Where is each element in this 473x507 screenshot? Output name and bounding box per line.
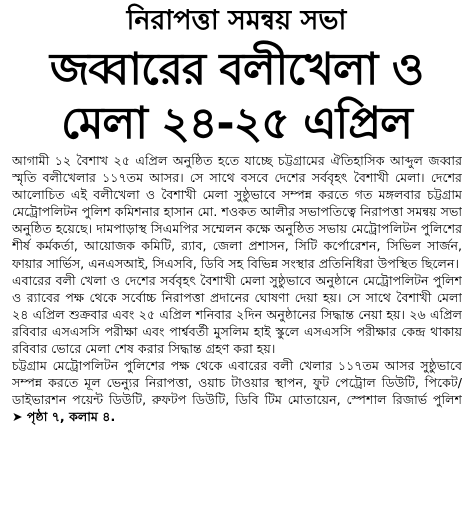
paragraph-2: এবারের বলী খেলা ও দেশের সর্ববৃহৎ বৈশাখী মেলা সুষ্ঠুভাবে অনুষ্ঠানে মেট্রোপলিটন পুলিশ ও র‍্যাবের পক্ষ থেকে সর্বোচ্চ নিরাপত্তা প্রদানের ঘোষণা দেয়া হয়। সে সাথে বৈশাখী মেলা ২৪ এপ্রিল শুক্রবার এবং ২৫ এপ্রিল শনিবার ২দিন অনুষ্ঠানের সিদ্ধান্ত নেয়া হয়। ২৬ এপ্রিল রবিবার এসএসসি পরীক্ষা এবং পার্শ্ববর্তী মুসলিম হাই স্কুলে এসএসসি পরীক্ষার কেন্দ্র থাকায় রবিবার ভোরে মেলা শেষ করার সিদ্ধান্ত গ্রহণ করা হয়। (12, 272, 462, 357)
headline-line-1: জব্বারের বলীখেলা ও (49, 44, 424, 95)
paragraph-1: আগামী ১২ বৈশাখ ২৫ এপ্রিল অনুষ্ঠিত হতে যাচ্ছে চট্টগ্রামের ঐতিহাসিক আব্দুল জব্বার স্মৃতি বলীখেলার ১১৭তম আসর। সে সাথে বসবে দেশের সর্ববৃহৎ বৈশাখী মেলা। দেশের আলোচিত এই বলীখেলা ও বৈশাখী মেলা সুষ্ঠুভাবে সম্পন্ন করতে গত মঙ্গলবার চট্টগ্রাম মেট্রোপলিটন পুলিশ কমিশনার হাসান মো. শওকত আলীর সভাপতিত্বে নিরাপত্তা সমন্বয় সভা অনুষ্ঠিত হয়েছে। দামপাড়াস্থ সিএমপির সম্মেলন কক্ষে অনুষ্ঠিত সভায় মেট্রোপলিটন পুলিশের শীর্ষ কর্মকর্তা, আয়োজক কমিটি, র‍্যাব, জেলা প্রশাসন, সিটি কর্পোরেশন, সিভিল সার্জন, ফায়ার সার্ভিস, এনএসআই, সিএসবি, ডিবি সহ বিভিন্ন সংস্থার প্রতিনিধিরা উপস্থিত ছিলেন। (12, 153, 462, 271)
continuation-note: ➤ পৃষ্ঠা ৭, কলাম ৪. (12, 409, 116, 425)
paragraph-3-text: চট্টগ্রাম মেট্রোপলিটন পুলিশের পক্ষ থেকে এবারের বলী খেলার ১১৭তম আসর সুষ্ঠুভাবে সম্পন্ন করতে মূল ভেন্যুর নিরাপত্তা, ওয়াচ টাওয়ার স্থাপন, ফুট পেট্রোল ডিউটি, পিকেট/ডাইভারশন পয়েন্ট ডিউটি, রুফটপ ডিউটি, ডিবি টিম মোতায়েন, স্পেশাল রিজার্ভ পুলিশ (12, 358, 462, 408)
article-body (12, 152, 462, 504)
article-kicker: নিরাপত্তা সমন্বয় সভা (126, 5, 347, 36)
paragraph-3 (12, 357, 462, 425)
headline-line-2: মেলা ২৪-২৫ এপ্রিল (61, 98, 412, 149)
